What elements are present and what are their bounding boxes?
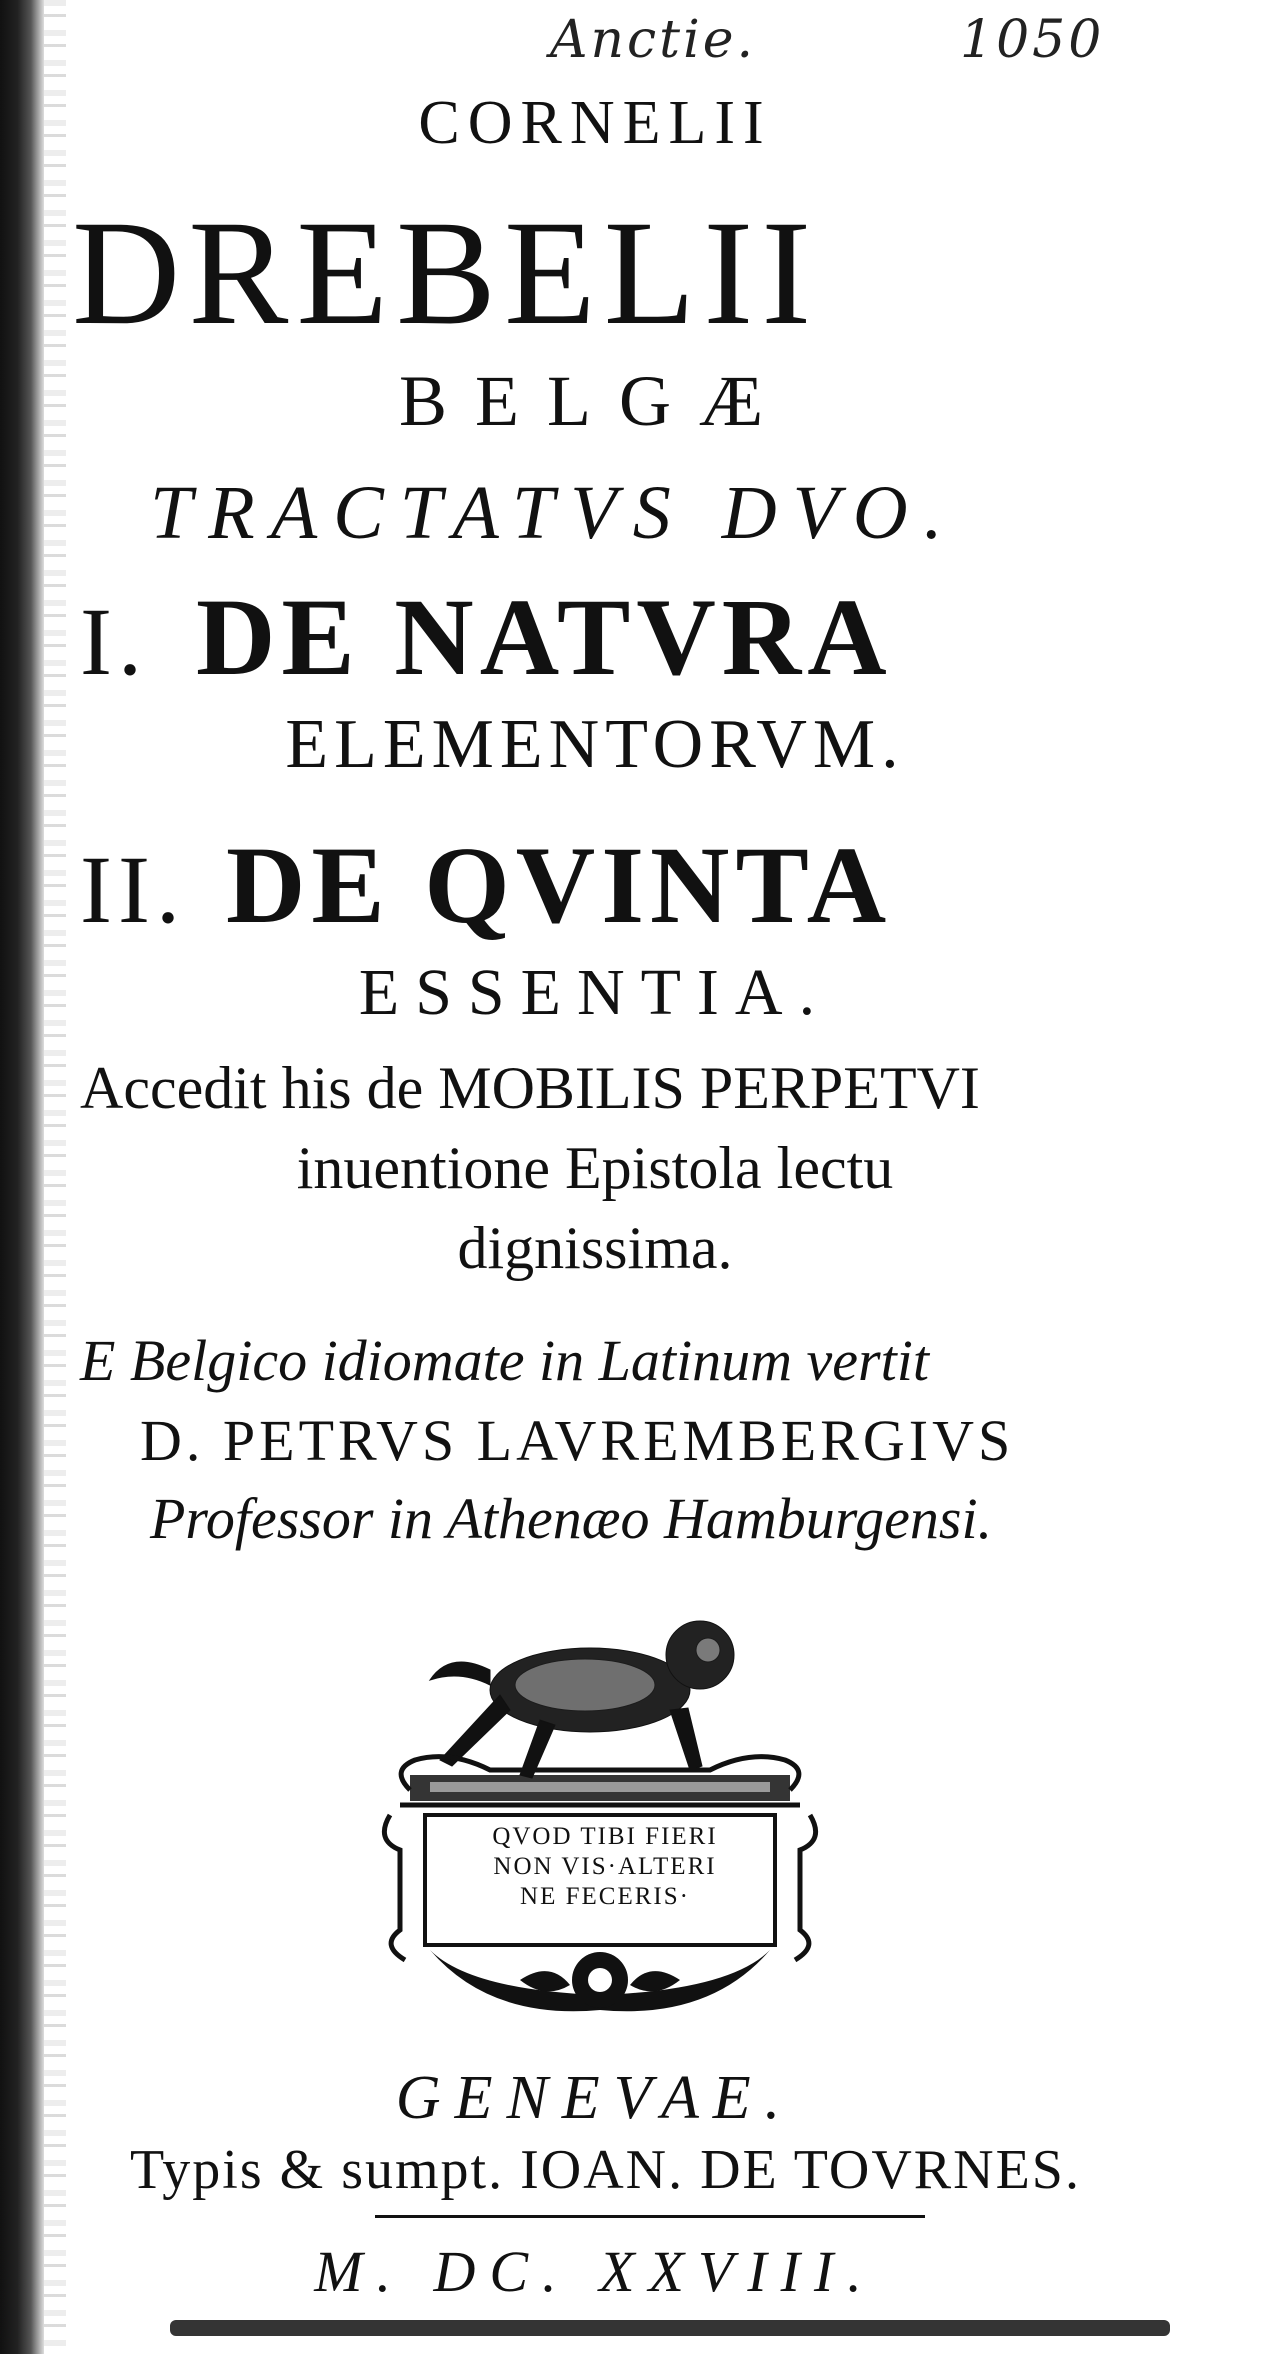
author-origin: BELGÆ xyxy=(399,361,791,441)
translator-line-2: D. PETRVS LAVREMBERGIVS xyxy=(140,1408,1015,1473)
translator-line-1: E Belgico idiomate in Latinum vertit xyxy=(80,1328,929,1393)
treatise-one-subtitle: ELEMENTORVM. xyxy=(285,706,905,783)
work-heading: TRACTATVS DVO. xyxy=(150,471,959,555)
author-first-name: CORNELII xyxy=(418,89,772,157)
printer-device-lamb-icon xyxy=(370,1600,830,2030)
imprint-printer: Typis & sumpt. IOAN. DE TOVRNES. xyxy=(130,2139,1081,2201)
treatise-one-title xyxy=(80,576,1120,698)
motto-line-3: NE FECERIS· xyxy=(520,1883,690,1910)
emblem-motto xyxy=(445,1822,765,1912)
handwritten-note xyxy=(550,10,1210,80)
handwritten-note-left: Anctie. xyxy=(550,10,756,70)
handwritten-note-right: 1050 xyxy=(960,10,1105,70)
treatise-two-title xyxy=(80,824,1120,946)
page-bottom-edge xyxy=(170,2320,1170,2336)
translator-line-3: Professor in Athenæo Hamburgensi. xyxy=(150,1486,993,1551)
treatise-two-number: II. xyxy=(80,836,186,943)
addition-line-3: dignissima. xyxy=(457,1215,733,1281)
treatise-one-number: I. xyxy=(80,588,148,695)
treatise-two-title-text: DE QVINTA xyxy=(225,824,893,946)
imprint-rule xyxy=(375,2215,925,2218)
imprint-place: GENEVAE. xyxy=(395,2064,795,2132)
addition-line-2: inuentione Epistola lectu xyxy=(296,1135,894,1201)
treatise-two-subtitle: ESSENTIA. xyxy=(358,956,832,1029)
imprint-date: M. DC. XXVIII. xyxy=(314,2239,876,2304)
addition-line-1: Accedit his de MOBILIS PERPETVI xyxy=(80,1055,980,1121)
motto-line-1: QVOD TIBI FIERI xyxy=(492,1823,718,1850)
binding-edge xyxy=(0,0,44,2354)
author-surname: DREBELII xyxy=(72,190,820,356)
motto-line-2: NON VIS·ALTERI xyxy=(493,1853,717,1880)
treatise-one-title-text: DE NATVRA xyxy=(195,576,893,698)
